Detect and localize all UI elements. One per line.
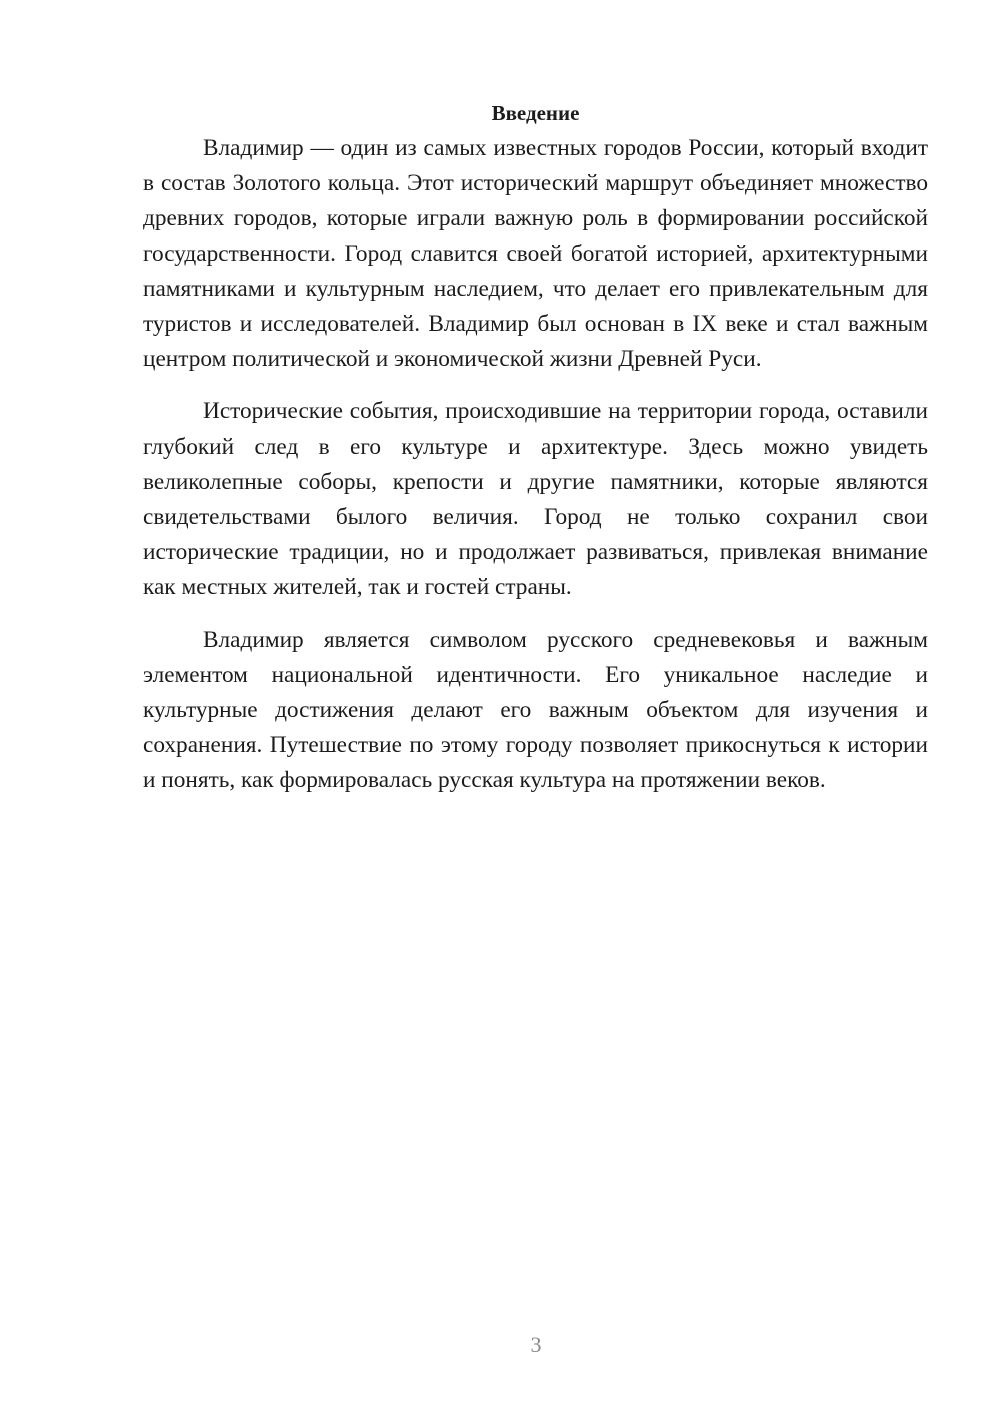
- paragraph-3: Владимир является символом русского средневековья и важным элементом национальной идентичности. Его уникальное наследие и культурные достижения делают его важным объектом для изучения и сохранения. Путешествие по этому городу позволяет прикоснуться к истории и понять, как формировалась русская культура на протяжении веков.: [143, 626, 928, 794]
- page-content: [143, 96, 928, 799]
- paragraph-1: Владимир — один из самых известных городов России, который входит в состав Золотого кольца. Этот исторический маршрут объединяет множество древних городов, которые играли важную роль в формировании российской государственности. Город славится своей богатой историей, архитектурными памятниками и культурным наследием, что делает его привлекательным для туристов и исследователей. Владимир был основан в IX веке и стал важным центром политической и экономической жизни Древней Руси.: [143, 135, 928, 373]
- section-title: Введение: [491, 101, 580, 125]
- paragraph-2: Исторические события, происходившие на территории города, оставили глубокий след в его культуре и архитектуре. Здесь можно увидеть великолепные соборы, крепости и другие памятники, которые являются свидетельствами былого величия. Город не только сохранил свои исторические традиции, но и продолжает развиваться, привлекая внимание как местных жителей, так и гостей страны.: [143, 398, 928, 601]
- page-number: 3: [530, 1332, 542, 1357]
